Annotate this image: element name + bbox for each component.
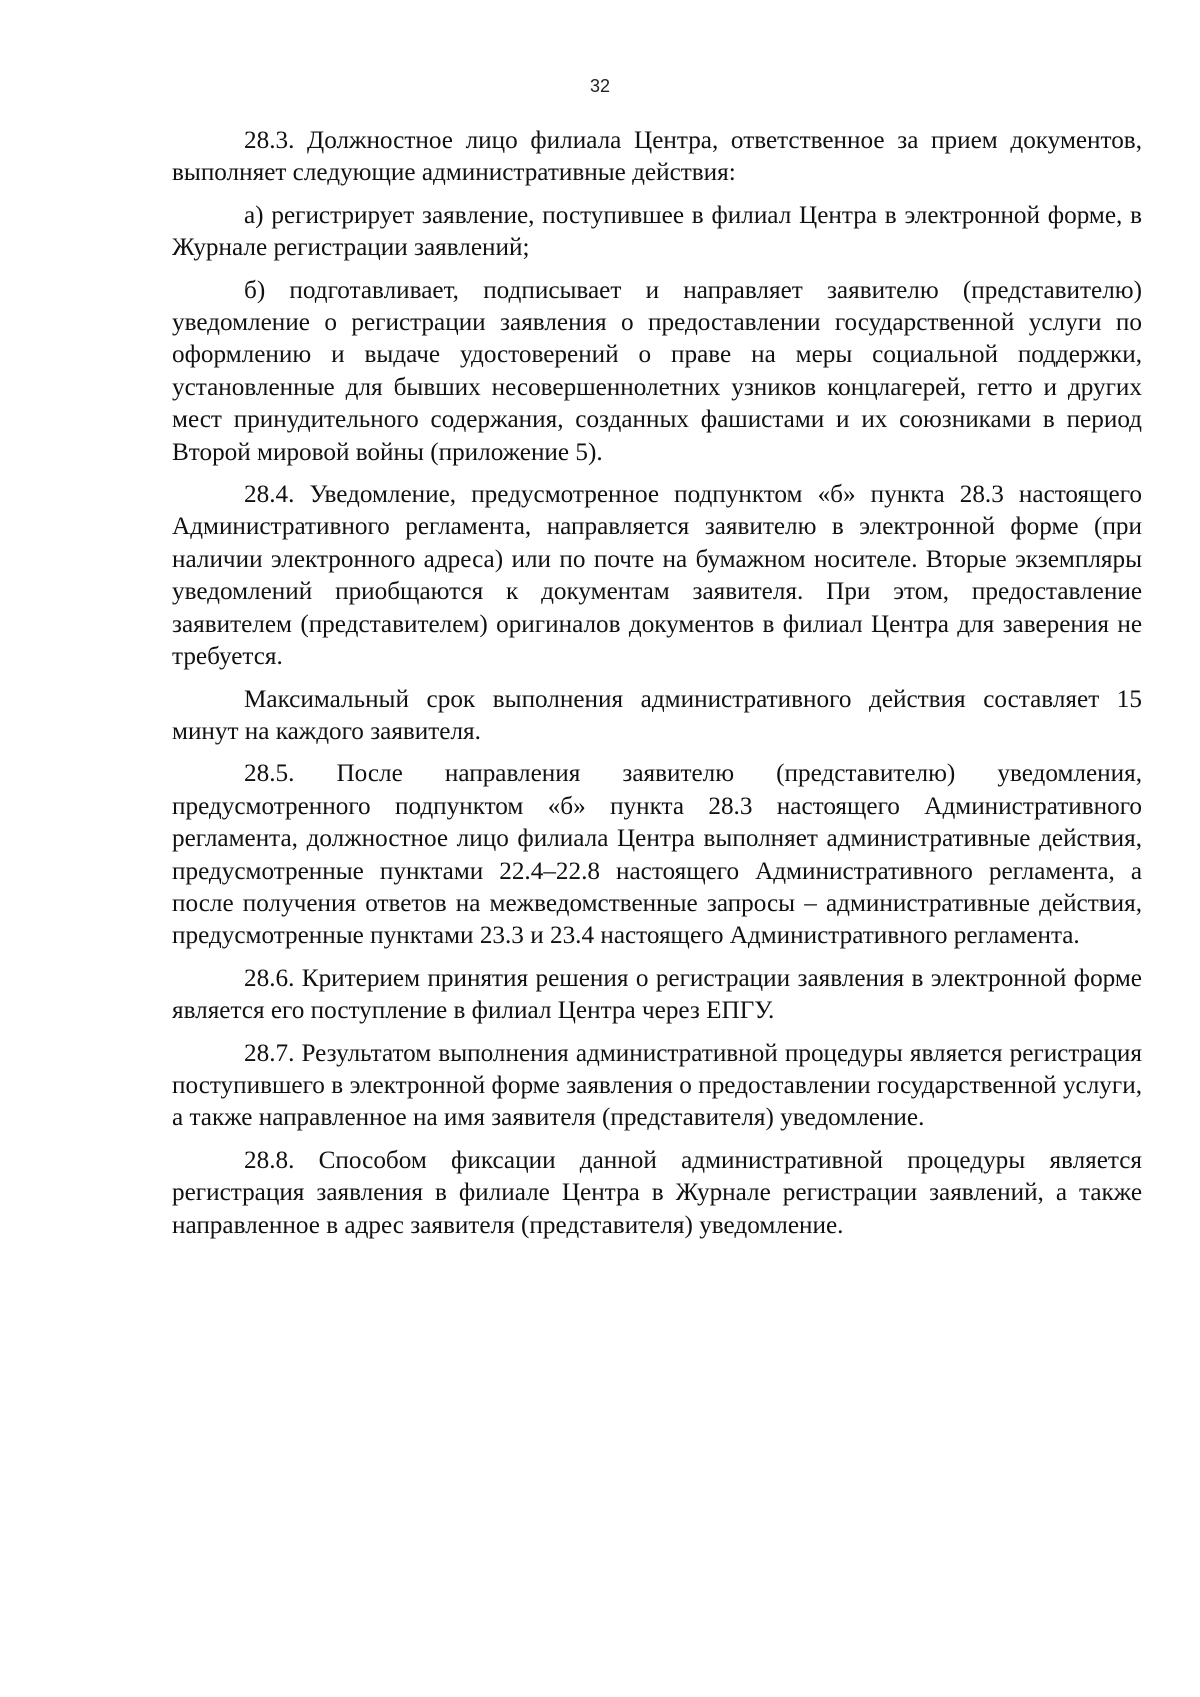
paragraph-28-3: 28.3. Должностное лицо филиала Центра, ответственное за прием документов, выполняет следующие административные действия:: [172, 127, 1142, 187]
paragraph-28-8: 28.8. Способом фиксации данной административной процедуры является регистрация заявления в филиале Центра в Журнале регистрации заявлений, а также направленное в адрес заявителя (представителя) уведомление.: [172, 1146, 1142, 1239]
paragraph-28-4: 28.4. Уведомление, предусмотренное подпунктом «б» пункта 28.3 настоящего Административного регламента, направляется заявителю в электронной форме (при наличии электронного адреса) или по почте на бумажном носителе. Вторые экземпляры уведомлений приобщаются к документам заявителя. При этом, предоставление заявителем (представителем) оригиналов документов в филиал Центра для заверения не требуется.: [172, 481, 1142, 671]
paragraph-28-7: 28.7. Результатом выполнения административной процедуры является регистрация поступившего в электронной форме заявления о предоставлении государственной услуги, а также направленное на имя заявителя (представителя) уведомление.: [172, 1039, 1142, 1132]
paragraph-max-term: Максимальный срок выполнения административного действия составляет 15 минут на каждого заявителя.: [172, 685, 1142, 745]
paragraph-28-6: 28.6. Критерием принятия решения о регистрации заявления в электронной форме является его поступление в филиал Центра через ЕПГУ.: [172, 964, 1142, 1025]
paragraph-28-3-b: б) подготавливает, подписывает и направляет заявителю (представителю) уведомление о регистрации заявления о предоставлении государственной услуги по оформлению и выдаче удостоверений о праве на меры социальной поддержки, установленные для бывших несовершеннолетних узников концлагерей, гетто и других мест принудительного содержания, созданных фашистами и их союзниками в период Второй мировой войны (приложение 5).: [172, 276, 1142, 466]
paragraph-28-3-a: а) регистрирует заявление, поступившее в филиал Центра в электронной форме, в Журнале регистрации заявлений;: [172, 201, 1142, 262]
paragraph-28-5: 28.5. После направления заявителю (представителю) уведомления, предусмотренного подпунктом «б» пункта 28.3 настоящего Административного регламента, должностное лицо филиала Центра выполняет административные действия, предусмотренные пунктами 22.4–22.8 настоящего Административного регламента, а после получения ответов на межведомственные запросы – административные действия, предусмотренные пунктами 23.3 и 23.4 настоящего Административного регламента.: [172, 760, 1142, 950]
page-number: 32: [589, 76, 611, 96]
document-body: [172, 125, 1142, 1252]
